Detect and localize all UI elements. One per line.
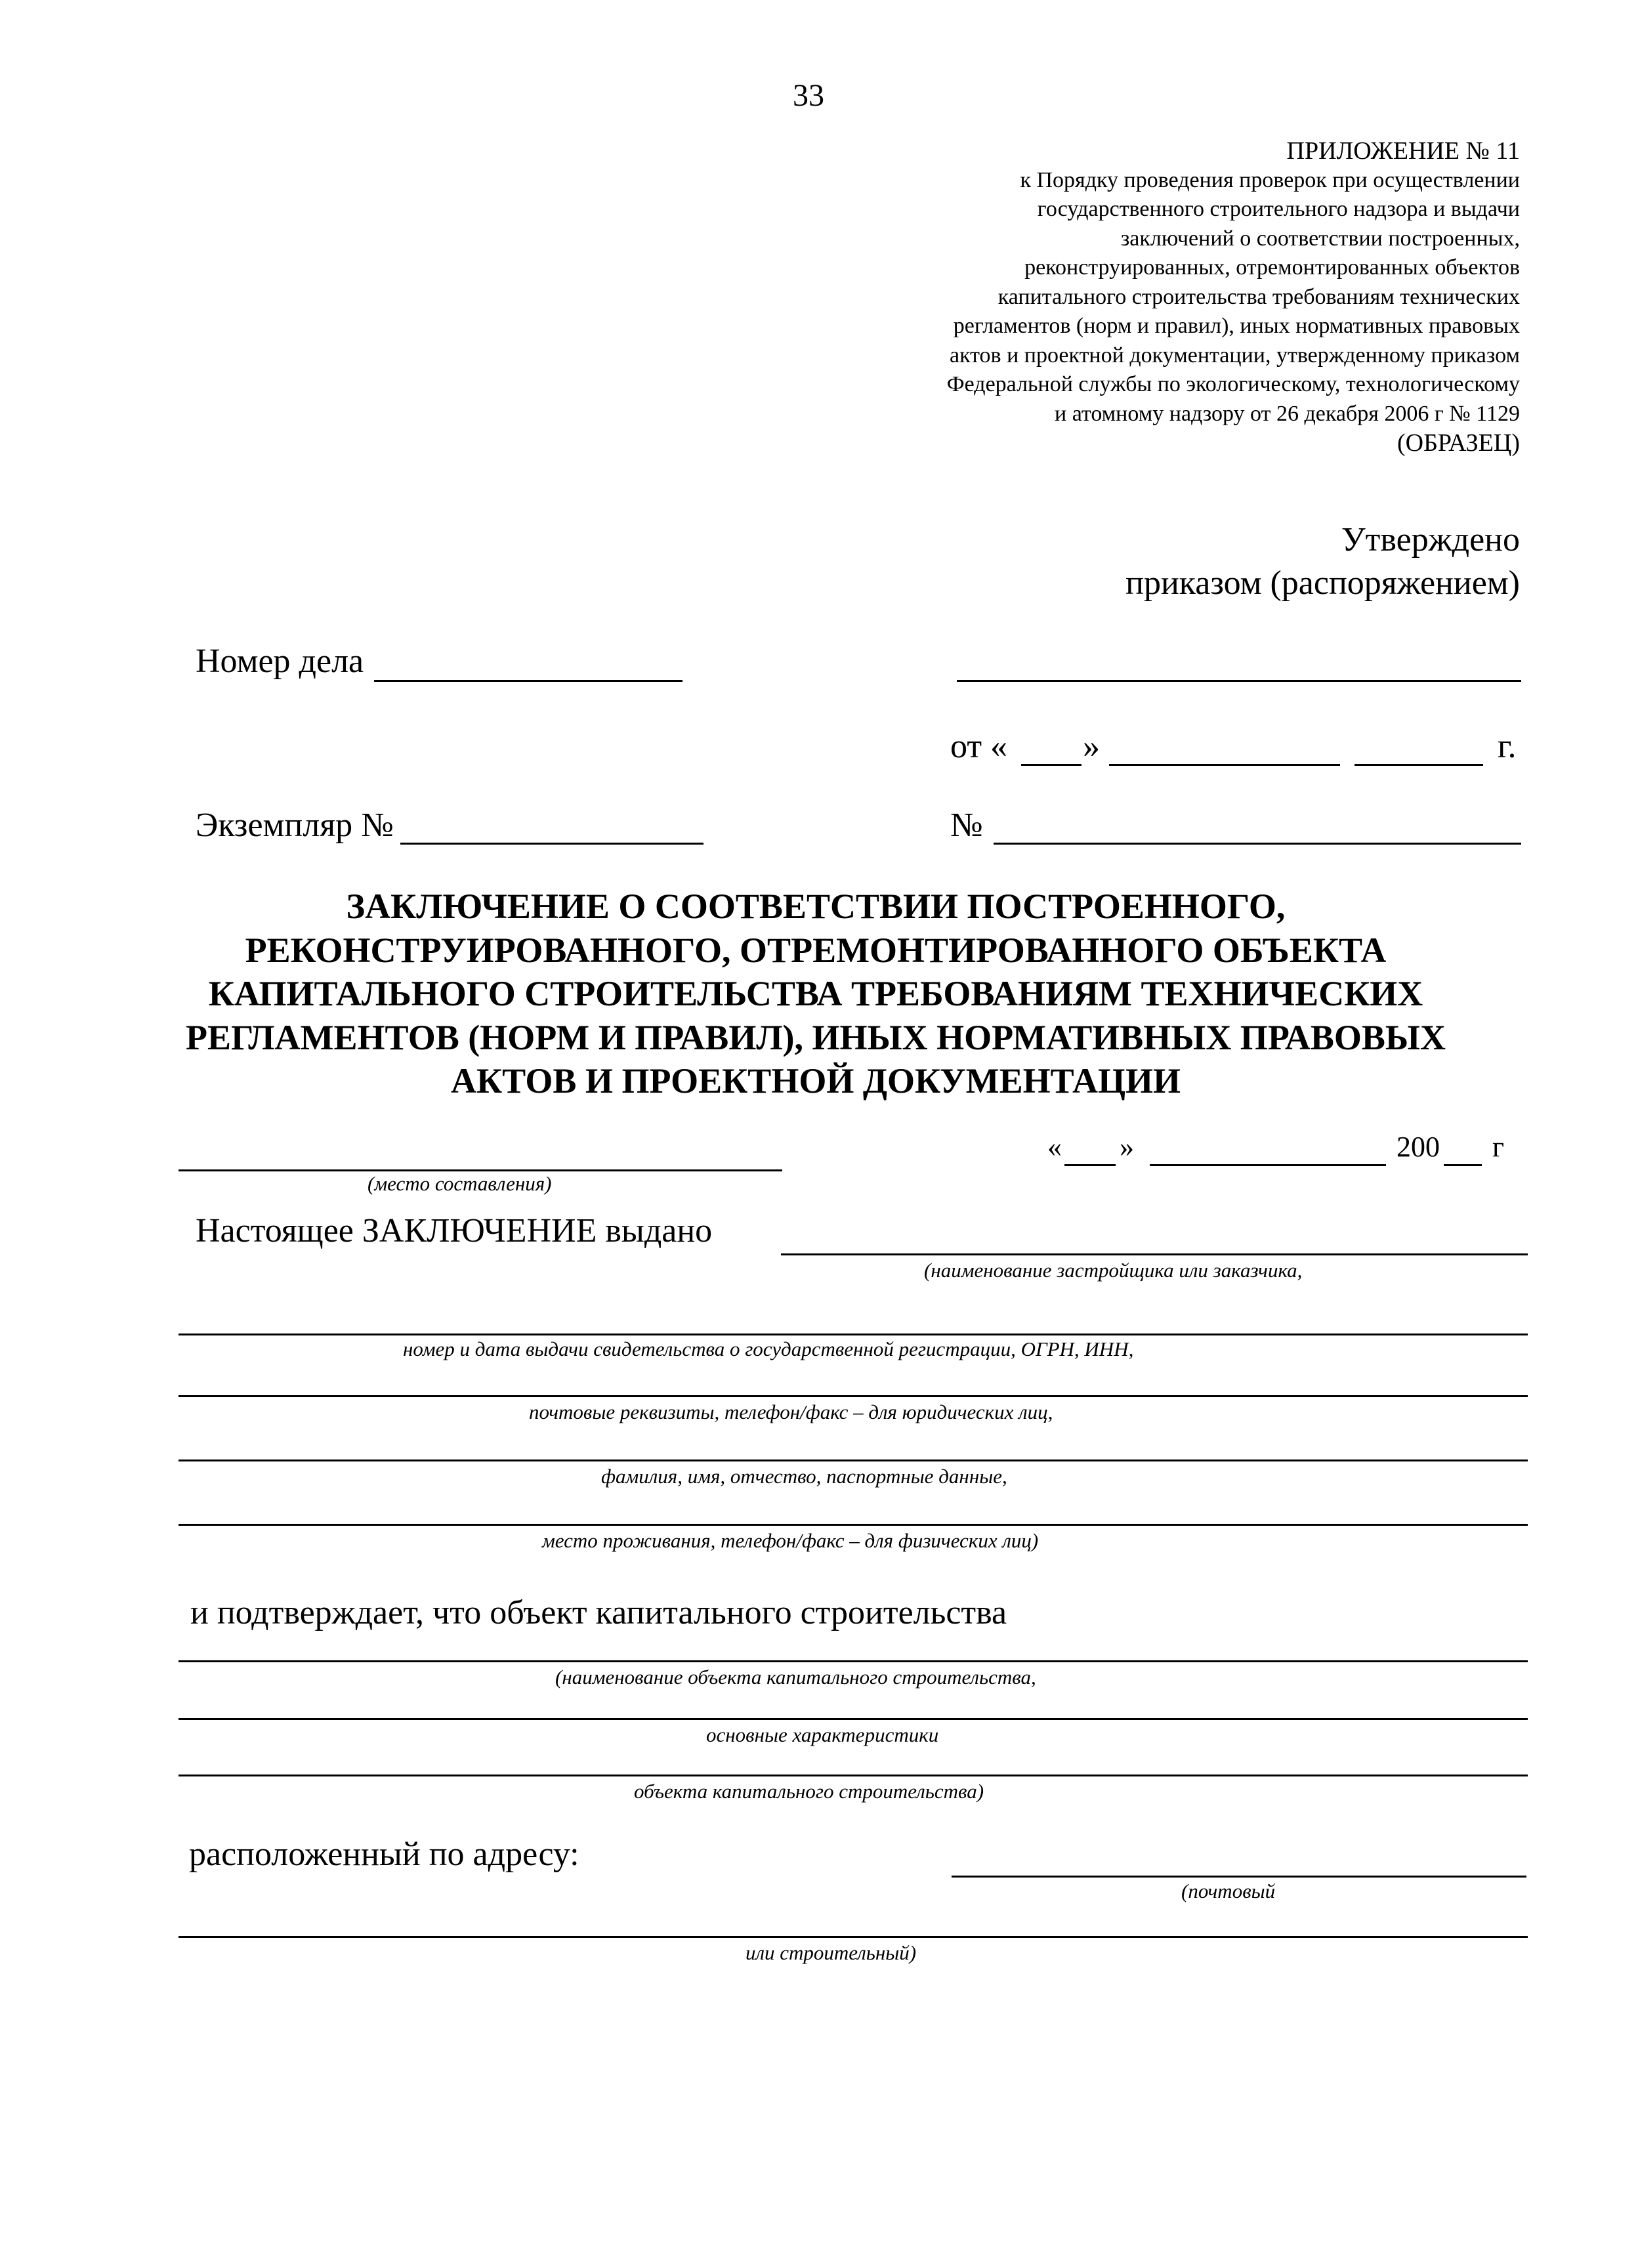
appendix-line: реконструированных, отремонтированных объектов bbox=[1024, 255, 1520, 280]
issued-label: Настоящее ЗАКЛЮЧЕНИЕ выдано bbox=[196, 1212, 713, 1250]
title-line: РЕГЛАМЕНТОВ (НОРМ И ПРАВИЛ), ИНЫХ НОРМАТИВНЫХ ПРАВОВЫХ bbox=[186, 1017, 1446, 1057]
appendix-heading: ПРИЛОЖЕНИЕ № 11 bbox=[1286, 137, 1520, 165]
address-field-2[interactable] bbox=[178, 1936, 1528, 1938]
number-label: № bbox=[950, 807, 983, 844]
appendix-line: к Порядку проведения проверок при осуществлении bbox=[1020, 167, 1520, 192]
issued-caption-5: место проживания, телефон/факс – для физических лиц) bbox=[542, 1529, 1039, 1552]
title-line: РЕКОНСТРУИРОВАННОГО, ОТРЕМОНТИРОВАННОГО ОБЪЕКТА bbox=[245, 930, 1387, 970]
title-line: ЗАКЛЮЧЕНИЕ О СООТВЕТСТВИИ ПОСТРОЕННОГО, bbox=[346, 887, 1286, 926]
confirms-label: и подтверждает, что объект капитального строительства bbox=[190, 1594, 1007, 1631]
date-month-field[interactable] bbox=[1150, 1164, 1386, 1166]
date-day-field[interactable] bbox=[1064, 1164, 1116, 1166]
address-field-1[interactable] bbox=[952, 1876, 1526, 1878]
date-close-quote: » bbox=[1120, 1131, 1134, 1163]
place-caption: (место составления) bbox=[368, 1172, 552, 1195]
from-month-field[interactable] bbox=[1109, 764, 1340, 766]
from-year-field[interactable] bbox=[1354, 764, 1483, 766]
appendix-block bbox=[947, 136, 1520, 458]
sample-mark: (ОБРАЗЕЦ) bbox=[1396, 429, 1520, 457]
issued-field-4[interactable] bbox=[178, 1460, 1528, 1461]
appendix-line: актов и проектной документации, утвержденному приказом bbox=[949, 343, 1520, 368]
object-field-1[interactable] bbox=[178, 1660, 1528, 1662]
title-line: КАПИТАЛЬНОГО СТРОИТЕЛЬСТВА ТРЕБОВАНИЯМ ТЕХНИЧЕСКИХ bbox=[208, 974, 1423, 1013]
address-caption-2: или строительный) bbox=[746, 1941, 917, 1964]
issued-field-5[interactable] bbox=[178, 1524, 1528, 1526]
issued-caption-4: фамилия, имя, отчество, паспортные данные, bbox=[601, 1465, 1007, 1488]
appendix-line: заключений о соответствии построенных, bbox=[1120, 226, 1520, 251]
appendix-line: регламентов (норм и правил), иных нормативных правовых bbox=[953, 314, 1520, 338]
date-year-prefix: 200 bbox=[1396, 1131, 1440, 1163]
title-line: АКТОВ И ПРОЕКТНОЙ ДОКУМЕНТАЦИИ bbox=[450, 1061, 1181, 1101]
year-suffix: г. bbox=[1498, 728, 1517, 765]
issued-field-3[interactable] bbox=[178, 1395, 1528, 1397]
issued-caption-1: (наименование застройщика или заказчика, bbox=[924, 1259, 1303, 1282]
place-field[interactable] bbox=[178, 1169, 782, 1171]
date-year-suffix: г bbox=[1492, 1131, 1505, 1163]
from-label: от « bbox=[950, 728, 1008, 765]
appendix-line: и атомному надзору от 26 декабря 2006 г № 1129 bbox=[1055, 401, 1520, 426]
address-label: расположенный по адресу: bbox=[189, 1836, 579, 1873]
object-caption-3: объекта капитального строительства) bbox=[634, 1780, 984, 1803]
date-year-field[interactable] bbox=[1444, 1164, 1482, 1166]
approved-line-2: приказом (распоряжением) bbox=[1125, 564, 1520, 602]
issued-field-1[interactable] bbox=[781, 1253, 1528, 1255]
approved-block bbox=[1125, 518, 1520, 605]
issued-caption-3: почтовые реквизиты, телефон/факс – для юридических лиц, bbox=[529, 1400, 1053, 1423]
document-title bbox=[163, 885, 1469, 1103]
case-number-label: Номер дела bbox=[196, 642, 364, 680]
appendix-line: государственного строительного надзора и выдачи bbox=[1037, 197, 1520, 221]
address-caption-1: (почтовый bbox=[1181, 1880, 1276, 1902]
object-caption-2: основные характеристики bbox=[706, 1723, 939, 1746]
appendix-line: Федеральной службы по экологическому, технологическому bbox=[946, 372, 1520, 396]
object-field-3[interactable] bbox=[178, 1774, 1528, 1776]
number-field[interactable] bbox=[994, 843, 1521, 845]
object-field-2[interactable] bbox=[178, 1718, 1528, 1720]
from-close-quote: » bbox=[1083, 728, 1100, 765]
from-day-field[interactable] bbox=[1021, 764, 1082, 766]
copy-label: Экземпляр № bbox=[196, 807, 394, 844]
page-number: 33 bbox=[793, 78, 824, 113]
object-caption-1: (наименование объекта капитального строительства, bbox=[555, 1666, 1036, 1689]
case-number-field[interactable] bbox=[374, 680, 682, 682]
copy-number-field[interactable] bbox=[400, 843, 704, 845]
issued-caption-2: номер и дата выдачи свидетельства о государственной регистрации, ОГРН, ИНН, bbox=[403, 1337, 1134, 1360]
issued-field-2[interactable] bbox=[178, 1334, 1528, 1335]
appendix-line: капитального строительства требованиям технических bbox=[998, 284, 1520, 309]
order-field[interactable] bbox=[957, 680, 1521, 682]
date-open-quote: « bbox=[1047, 1131, 1062, 1163]
approved-line-1: Утверждено bbox=[1341, 521, 1520, 558]
